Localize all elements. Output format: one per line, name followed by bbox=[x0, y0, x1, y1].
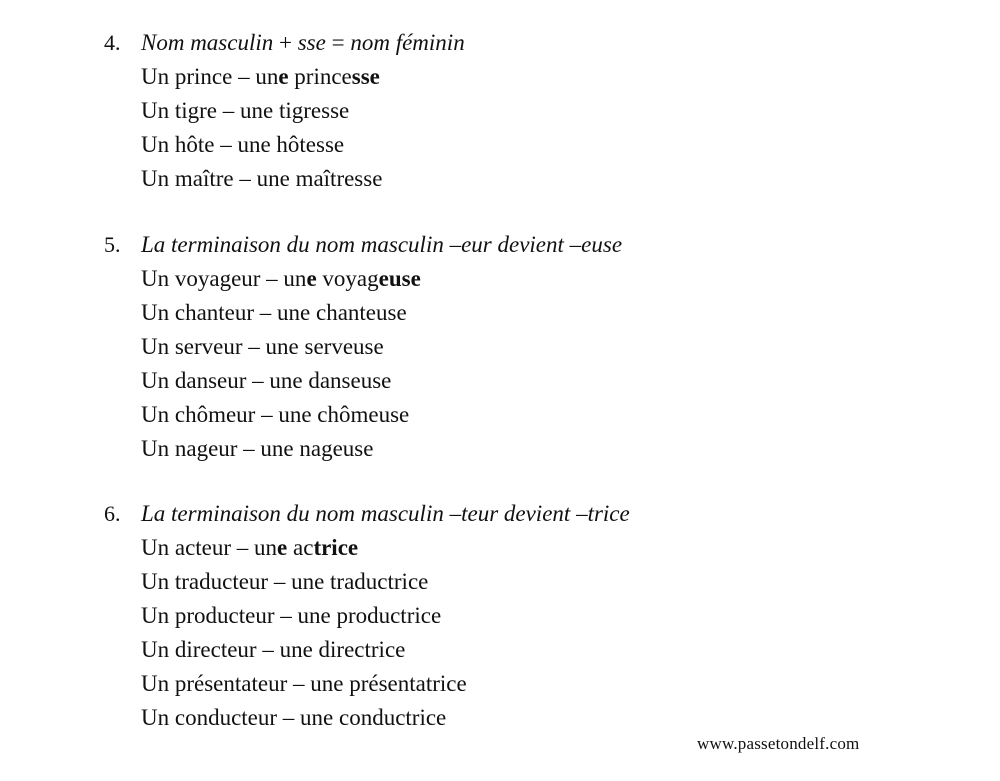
example-segment: e bbox=[277, 535, 288, 560]
rule-heading bbox=[104, 26, 964, 60]
heading-segment: sse bbox=[297, 30, 326, 55]
example-segment: e bbox=[278, 64, 289, 89]
heading-segment: – bbox=[449, 501, 462, 526]
heading-segment: euse bbox=[581, 232, 623, 257]
heading-segment: trice bbox=[587, 501, 630, 526]
example-line bbox=[104, 296, 964, 330]
example-segment: Un producteur – une productrice bbox=[141, 603, 442, 628]
example-line bbox=[104, 701, 964, 735]
example-segment: Un directeur – une directrice bbox=[141, 637, 406, 662]
example-line bbox=[104, 633, 964, 667]
example-line bbox=[104, 60, 964, 94]
heading-segment: = bbox=[325, 30, 351, 55]
rule-heading bbox=[104, 228, 964, 262]
example-segment: Un maître – une maîtresse bbox=[141, 166, 383, 191]
example-line bbox=[104, 364, 964, 398]
example-line bbox=[104, 128, 964, 162]
example-segment: Un conducteur – une conductrice bbox=[141, 705, 447, 730]
example-line bbox=[104, 94, 964, 128]
example-segment: Un nageur – une nageuse bbox=[141, 436, 374, 461]
example-segment: Un acteur – un bbox=[141, 535, 278, 560]
example-segment: Un traducteur – une traductrice bbox=[141, 569, 429, 594]
example-line bbox=[104, 599, 964, 633]
website-footer: www.passetondelf.com bbox=[697, 734, 860, 753]
example-segment: Un chômeur – une chômeuse bbox=[141, 402, 410, 427]
example-line bbox=[104, 162, 964, 196]
example-segment: Un tigre – une tigresse bbox=[141, 98, 350, 123]
example-segment: Un chanteur – une chanteuse bbox=[141, 300, 407, 325]
example-segment: euse bbox=[378, 266, 421, 291]
rule-section-6 bbox=[104, 497, 964, 735]
heading-segment: eur devient bbox=[461, 232, 570, 257]
example-line bbox=[104, 330, 964, 364]
heading-segment: Nom masculin bbox=[141, 30, 274, 55]
example-segment: e bbox=[306, 266, 317, 291]
example-line bbox=[104, 262, 964, 296]
example-segment: Un danseur – une danseuse bbox=[141, 368, 392, 393]
rule-section-4 bbox=[104, 26, 964, 196]
example-line bbox=[104, 531, 964, 565]
example-segment: ac bbox=[287, 535, 314, 560]
heading-segment: La terminaison du nom masculin bbox=[141, 232, 450, 257]
example-list bbox=[104, 262, 964, 466]
example-line bbox=[104, 565, 964, 599]
example-segment: Un présentateur – une présentatrice bbox=[141, 671, 467, 696]
example-line bbox=[104, 667, 964, 701]
example-segment: Un hôte – une hôtesse bbox=[141, 132, 345, 157]
example-segment: sse bbox=[351, 64, 380, 89]
example-segment: voyag bbox=[316, 266, 379, 291]
rule-heading-text bbox=[141, 30, 465, 55]
rule-number: 4. bbox=[104, 30, 121, 55]
rule-number: 5. bbox=[104, 232, 121, 257]
example-line bbox=[104, 432, 964, 466]
example-list bbox=[104, 60, 964, 196]
heading-segment: – bbox=[576, 501, 588, 526]
heading-segment: + bbox=[273, 30, 298, 55]
example-segment: Un prince – un bbox=[141, 64, 279, 89]
heading-segment: – bbox=[449, 232, 462, 257]
heading-segment: La terminaison du nom masculin bbox=[141, 501, 450, 526]
example-segment: prince bbox=[288, 64, 352, 89]
heading-segment: teur devient bbox=[461, 501, 577, 526]
example-segment: trice bbox=[313, 535, 359, 560]
example-line bbox=[104, 398, 964, 432]
example-list bbox=[104, 531, 964, 735]
rule-number: 6. bbox=[104, 501, 121, 526]
rule-heading bbox=[104, 497, 964, 531]
example-segment: Un serveur – une serveuse bbox=[141, 334, 384, 359]
heading-segment: – bbox=[569, 232, 582, 257]
heading-segment: nom féminin bbox=[350, 30, 465, 55]
rule-section-5 bbox=[104, 228, 964, 466]
rule-heading-text bbox=[141, 501, 630, 526]
example-segment: Un voyageur – un bbox=[141, 266, 307, 291]
rule-heading-text bbox=[141, 232, 622, 257]
